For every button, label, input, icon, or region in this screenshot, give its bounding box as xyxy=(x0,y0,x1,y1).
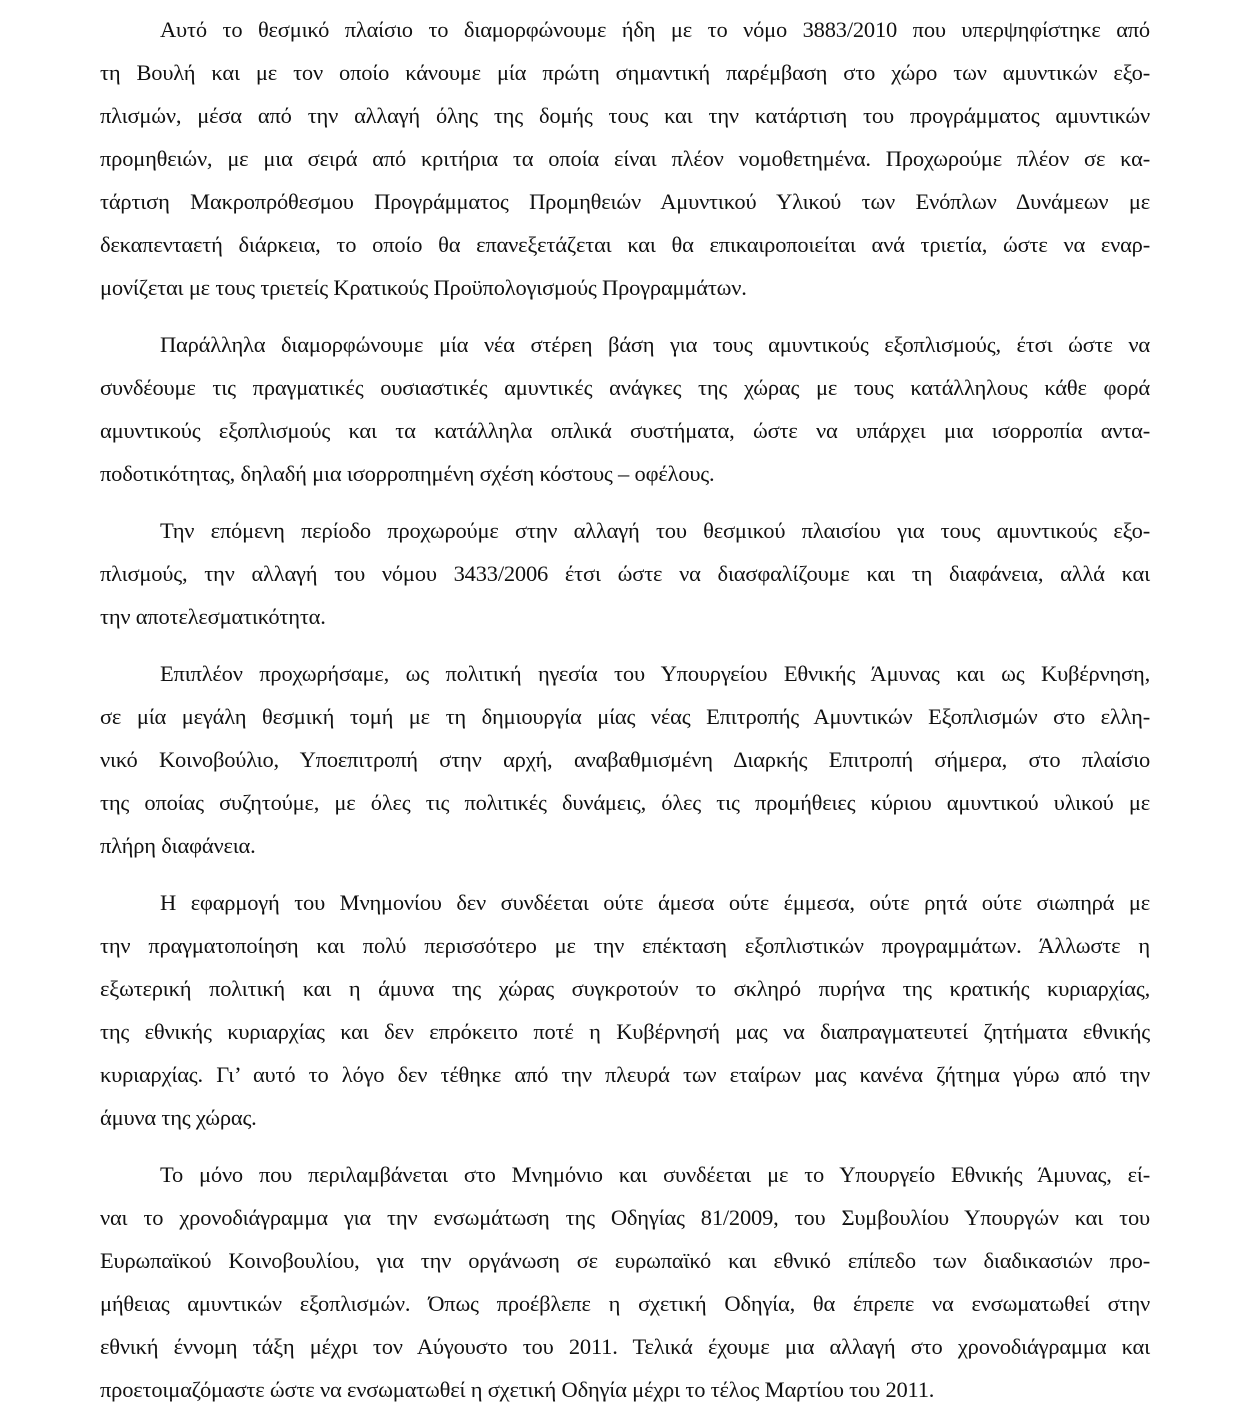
text-line: ποδοτικότητας, δηλαδή μια ισορροπημένη σχέση κόστους – οφέλους. xyxy=(100,461,715,486)
text-line: αμυντικούς εξοπλισμούς και τα κατάλληλα οπλικά συστήματα, ώστε να υπάρχει μια ισορροπία αντα- xyxy=(100,418,1150,443)
text-line: τη Βουλή και με τον οποίο κάνουμε μία πρώτη σημαντική παρέμβαση στο χώρο των αμυντικών εξο- xyxy=(100,60,1150,85)
text-line: προμηθειών, με μια σειρά από κριτήρια τα οποία είναι πλέον νομοθετημένα. Προχωρούμε πλέον σε κα- xyxy=(100,146,1150,171)
text-line: μονίζεται με τους τριετείς Κρατικούς Προϋπολογισμούς Προγραμμάτων. xyxy=(100,275,747,300)
paragraph-defense-base xyxy=(100,323,1150,495)
paragraph-memorandum-sovereignty xyxy=(100,881,1150,1139)
text-line: μήθειας αμυντικών εξοπλισμών. Όπως προέβλεπε η σχετική Οδηγία, θα έπρεπε να ενσωματωθεί στην xyxy=(100,1291,1150,1316)
text-line: άμυνα της χώρας. xyxy=(100,1105,257,1130)
paragraph-directive-timeline xyxy=(100,1153,1150,1411)
text-line: ναι το χρονοδιάγραμμα για την ενσωμάτωση της Οδηγίας 81/2009, του Συμβουλίου Υπουργών και του xyxy=(100,1205,1150,1230)
text-line: την πραγματοποίηση και πολύ περισσότερο με την επέκταση εξοπλιστικών προγραμμάτων. Άλλωστε η xyxy=(100,933,1150,958)
text-line: την αποτελεσματικότητα. xyxy=(100,604,326,629)
text-line: πλισμών, μέσα από την αλλαγή όλης της δομής τους και την κατάρτιση του προγράμματος αμυντικών xyxy=(100,103,1150,128)
text-line: δεκαπενταετή διάρκεια, το οποίο θα επανεξετάζεται και θα επικαιροποιείται ανά τριετία, ώστε να εναρ- xyxy=(100,232,1150,257)
paragraph-parliament-committee xyxy=(100,652,1150,867)
text-line: πλήρη διαφάνεια. xyxy=(100,833,256,858)
text-line: εξωτερική πολιτική και η άμυνα της χώρας συγκροτούν το σκληρό πυρήνα της κρατικής κυριαρχίας, xyxy=(100,976,1150,1001)
text-line: Αυτό το θεσμικό πλαίσιο το διαμορφώνουμε ήδη με το νόμο 3883/2010 που υπερψηφίστηκε από xyxy=(160,17,1150,42)
text-line: Η εφαρμογή του Μνημονίου δεν συνδέεται ούτε άμεσα ούτε έμμεσα, ούτε ρητά ούτε σιωπηρά με xyxy=(160,890,1150,915)
text-line: Την επόμενη περίοδο προχωρούμε στην αλλαγή του θεσμικού πλαισίου για τους αμυντικούς εξο- xyxy=(160,518,1150,543)
text-line: εθνική έννομη τάξη μέχρι τον Αύγουστο του 2011. Τελικά έχουμε μια αλλαγή στο χρονοδιάγραμμα και xyxy=(100,1334,1150,1359)
text-line: της οποίας συζητούμε, με όλες τις πολιτικές δυνάμεις, όλες τις προμήθειες κύριου αμυντικού υλικού με xyxy=(100,790,1150,815)
text-line: Το μόνο που περιλαμβάνεται στο Μνημόνιο και συνδέεται με το Υπουργείο Εθνικής Άμυνας, εί- xyxy=(160,1162,1150,1187)
text-line: προετοιμαζόμαστε ώστε να ενσωματωθεί η σχετική Οδηγία μέχρι το τέλος Μαρτίου του 2011. xyxy=(100,1377,935,1402)
paragraph-institutional-framework xyxy=(100,8,1150,309)
text-line: συνδέουμε τις πραγματικές ουσιαστικές αμυντικές ανάγκες της χώρας με τους κατάλληλους κάθε φορά xyxy=(100,375,1150,400)
text-line: σε μία μεγάλη θεσμική τομή με τη δημιουργία μίας νέας Επιτροπής Αμυντικών Εξοπλισμών στο ελλη- xyxy=(100,704,1150,729)
text-line: πλισμούς, την αλλαγή του νόμου 3433/2006 έτσι ώστε να διασφαλίζουμε και τη διαφάνεια, αλλά και xyxy=(100,561,1150,586)
text-line: κυριαρχίας. Γι’ αυτό το λόγο δεν τέθηκε από την πλευρά των εταίρων μας κανένα ζήτημα γύρω από την xyxy=(100,1062,1150,1087)
text-line: της εθνικής κυριαρχίας και δεν επρόκειτο ποτέ η Κυβέρνησή μας να διαπραγματευτεί ζητήματα εθνικής xyxy=(100,1019,1150,1044)
text-line: Επιπλέον προχωρήσαμε, ως πολιτική ηγεσία του Υπουργείου Εθνικής Άμυνας και ως Κυβέρνηση, xyxy=(160,661,1150,686)
document-page xyxy=(100,8,1150,1425)
text-line: νικό Κοινοβούλιο, Υποεπιτροπή στην αρχή, αναβαθμισμένη Διαρκής Επιτροπή σήμερα, στο πλαίσιο xyxy=(100,747,1150,772)
text-line: Παράλληλα διαμορφώνουμε μία νέα στέρεη βάση για τους αμυντικούς εξοπλισμούς, έτσι ώστε να xyxy=(160,332,1150,357)
paragraph-next-period xyxy=(100,509,1150,638)
text-line: Ευρωπαϊκού Κοινοβουλίου, για την οργάνωση σε ευρωπαϊκό και εθνικό επίπεδο των διαδικασιών προ- xyxy=(100,1248,1150,1273)
text-line: τάρτιση Μακροπρόθεσμου Προγράμματος Προμηθειών Αμυντικού Υλικού των Ενόπλων Δυνάμεων με xyxy=(100,189,1150,214)
